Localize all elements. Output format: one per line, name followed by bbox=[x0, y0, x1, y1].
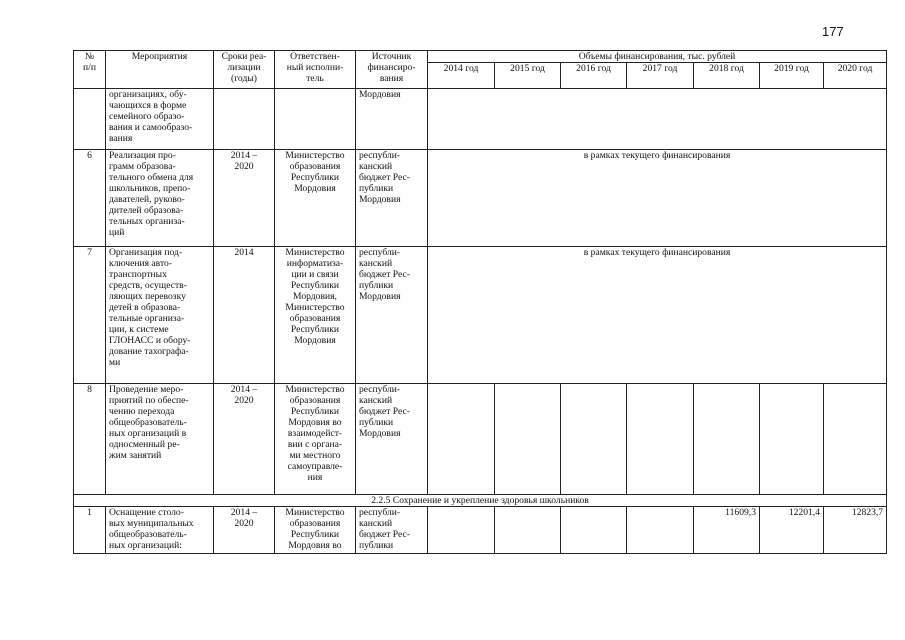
row-activity: организациях, обу- чающихся в форме семейного образо- вания и самообразо- вания bbox=[106, 89, 214, 150]
cell-value-2016 bbox=[561, 507, 627, 554]
row-activity: Реализация про- грамм образова- тельного обмена для школьников, препо- давателей, руково- дителей образова- тельных организа- ций bbox=[106, 150, 214, 247]
cell-value-2014 bbox=[428, 384, 495, 495]
cell-value-2015 bbox=[495, 384, 561, 495]
header-year-2016: 2016 год bbox=[561, 63, 627, 89]
row-period bbox=[214, 89, 275, 150]
header-activity: Мероприятия bbox=[106, 51, 214, 89]
cell-value-2014 bbox=[428, 507, 495, 554]
header-source: Источник финансиро- вания bbox=[356, 51, 428, 89]
table-row bbox=[74, 247, 887, 384]
row-responsible: Министерство образования Республики Мордовия во bbox=[275, 507, 356, 554]
cell-value-2020: 12823,7 bbox=[824, 507, 887, 554]
cell-value-2018: 11609,3 bbox=[694, 507, 760, 554]
header-year-2019: 2019 год bbox=[760, 63, 824, 89]
cell-value-2017 bbox=[627, 384, 694, 495]
row-period: 2014 – 2020 bbox=[214, 507, 275, 554]
header-year-2018: 2018 год bbox=[694, 63, 760, 89]
funding-table bbox=[73, 50, 887, 554]
header-year-2015: 2015 год bbox=[495, 63, 561, 89]
header-number: № п/п bbox=[74, 51, 106, 89]
header-year-2014: 2014 год bbox=[428, 63, 495, 89]
row-period: 2014 – 2020 bbox=[214, 384, 275, 495]
header-period: Сроки реа- лизации (годы) bbox=[214, 51, 275, 89]
page-number: 177 bbox=[822, 24, 844, 39]
row-source: республи- канский бюджет Рес- публики bbox=[356, 507, 428, 554]
row-number: 1 bbox=[74, 507, 106, 554]
row-responsible bbox=[275, 89, 356, 150]
row-number: 6 bbox=[74, 150, 106, 247]
row-number: 8 bbox=[74, 384, 106, 495]
section-heading-row bbox=[74, 495, 887, 507]
row-funding-note: в рамках текущего финансирования bbox=[428, 150, 887, 247]
row-responsible: Министерство образования Республики Мордовия bbox=[275, 150, 356, 247]
row-activity: Проведение меро- приятий по обеспе- чению перехода общеобразователь- ных организаций в односменный ре- жим занятий bbox=[106, 384, 214, 495]
row-source: республи- канский бюджет Рес- публики Мордовия bbox=[356, 247, 428, 384]
header-funding: Объемы финансирования, тыс. рублей bbox=[428, 51, 887, 63]
cell-value-2019 bbox=[760, 384, 824, 495]
cell-value-2020 bbox=[824, 384, 887, 495]
table-row bbox=[74, 507, 887, 554]
header-year-2020: 2020 год bbox=[824, 63, 887, 89]
row-number bbox=[74, 89, 106, 150]
cell-value-2019: 12201,4 bbox=[760, 507, 824, 554]
row-source: республи- канский бюджет Рес- публики Мордовия bbox=[356, 384, 428, 495]
row-source: Мордовия bbox=[356, 89, 428, 150]
section-title: 2.2.5 Сохранение и укрепление здоровья школьников bbox=[74, 495, 887, 507]
row-responsible: Министерство информатиза- ции и связи Республики Мордовия, Министерство образования Республики Мордовия bbox=[275, 247, 356, 384]
table-row bbox=[74, 150, 887, 247]
row-number: 7 bbox=[74, 247, 106, 384]
cell-value-2017 bbox=[627, 507, 694, 554]
row-period: 2014 bbox=[214, 247, 275, 384]
cell-value-2016 bbox=[561, 384, 627, 495]
header-responsible: Ответствен- ный исполни- тель bbox=[275, 51, 356, 89]
row-activity: Организация под- ключения авто- транспортных средств, осуществ- ляющих перевозку детей в образова- тельные организа- ции, к системе ГЛОНАСС и обору- дование тахографа- ми bbox=[106, 247, 214, 384]
row-period: 2014 – 2020 bbox=[214, 150, 275, 247]
row-funding-empty bbox=[428, 89, 887, 150]
table-row bbox=[74, 384, 887, 495]
row-funding-note: в рамках текущего финансирования bbox=[428, 247, 887, 384]
cell-value-2015 bbox=[495, 507, 561, 554]
cell-value-2018 bbox=[694, 384, 760, 495]
header-year-2017: 2017 год bbox=[627, 63, 694, 89]
row-responsible: Министерство образования Республики Мордовия во взаимодейст- вии с органа- ми местного самоуправле- ния bbox=[275, 384, 356, 495]
row-activity: Оснащение столо- вых муниципальных общеобразователь- ных организаций: bbox=[106, 507, 214, 554]
row-source: республи- канский бюджет Рес- публики Мордовия bbox=[356, 150, 428, 247]
table-row bbox=[74, 89, 887, 150]
